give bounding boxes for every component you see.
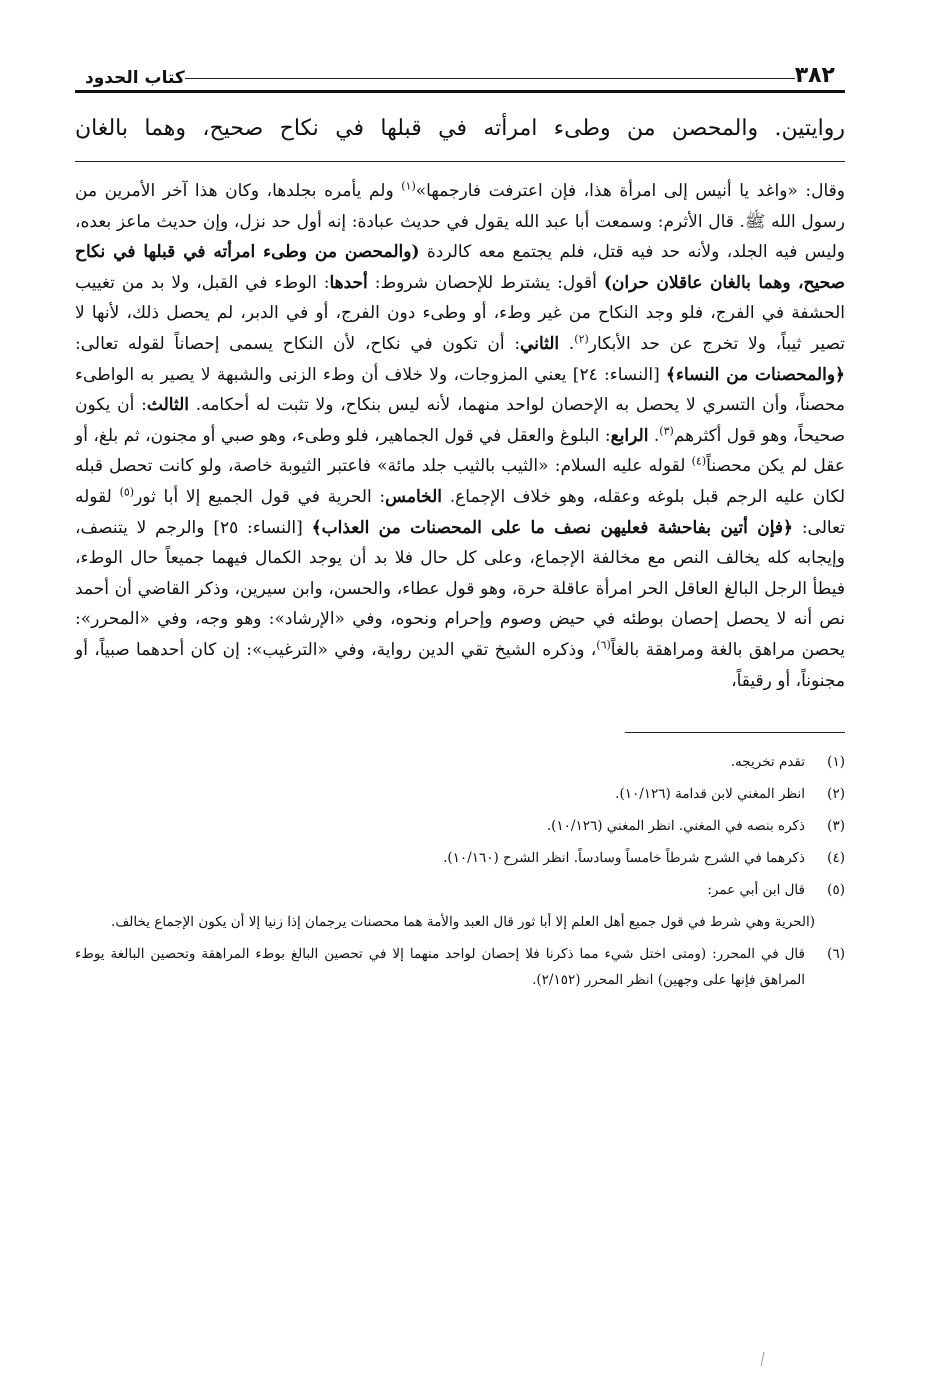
footnote-ref-6: (٦) [596, 638, 611, 652]
footnote-number: (٥) [827, 882, 845, 899]
matn-text: روايتين. والمحصن من وطىء امرأته في قبلها في نكاح صحيح، وهما بالغان [75, 116, 845, 141]
bold-run: الثالث [146, 395, 189, 416]
text-run: : البلوغ والعقل في قول الجماهير، فلو وطىء، وهو صبي أو مجنون، ثم بلغ، أو عقل لم يكن محصناً [75, 425, 845, 477]
footnote-separator [625, 732, 845, 733]
footnote [75, 941, 845, 993]
text-run: [النساء: ٢٥] والرجم لا يتنصف، وإيجابه كله يخالف النص مع مخالفة الإجماع، وعلى كل حال فلا بد أن يوجد الكمال فيهما جميعاً حال الوطء، فيطأ الرجل البالغ العاقل الحر امرأة عاقلة حرة، وهو قول عطاء، والحسن، وابن سيرين، وذكر القاضي أن أحمد نص أنه لا يحصل إحصان بوطئه في حيض وصوم وإحرام ونحوه، وفي «الإرشاد»: وهو وجه، وفي «المحرر»: يحصن مراهق بالغة ومراهقة بالغاً [75, 517, 845, 660]
footnote-ref-4: (٤) [691, 454, 707, 468]
footnote [75, 749, 845, 775]
footnote [75, 781, 845, 807]
page-number: ٣٨٢ [794, 63, 835, 88]
text-run: لقوله تعالى: [75, 486, 846, 538]
footnote-text: ذكره بنصه في المغني. انظر المغني (١٠/١٢٦). [546, 818, 805, 835]
bold-run: الرابع [610, 425, 649, 446]
bold-run: (والمحصن من وطىء امرأته في قبلها في نكاح صحيح، وهما بالغان عاقلان حران) [75, 242, 845, 293]
footnote-ref-1: (١) [401, 179, 416, 193]
quran-quote: ﴿فإن أتين بفاحشة فعليهن نصف ما على المحصنات من العذاب﴾ [311, 517, 793, 538]
footnote-ref-2: (٢) [574, 332, 589, 346]
text-run: لقوله عليه السلام: «الثيب بالثيب جلد مائة» فاعتبر الثيوبة خاصة، ولو كانت تحصل قبله لكان عليه الرجم قبل بلوغه وعقله، وهو خلاف الإجماع. [75, 456, 845, 507]
footnote-number: (٣) [827, 818, 845, 835]
bold-run: الخامس [385, 486, 443, 507]
footnote-text: ذكرهما في الشرح شرطاً خامساً وسادساً. انظر الشرح (١٠/١٦٠). [443, 850, 805, 867]
text-run: وقال: «واغد يا أنيس إلى امرأة هذا، فإن اعترفت فارجمها» [415, 181, 845, 201]
footnote-number: (٦) [827, 946, 845, 963]
footnote [75, 845, 845, 871]
footnote-quote: (الحرية وهي شرط في قول جميع أهل العلم إلا أبا ثور قال العبد والأمة هما محصنات يرجمان إذا زنيا إلا أن يكون الإجماع يخالف. [111, 914, 815, 931]
footnote-text: قال ابن أبي عمر: [707, 882, 805, 899]
quran-quote: ﴿والمحصنات من النساء﴾ [666, 364, 845, 385]
footnote-text: قال في المحرر: (ومتى اختل شيء مما ذكرنا فلا إحصان لواحد منهما إلا في تحصين البالغ بوطء المراهقة وتحصين البالغة يوطء المراهق فإنها على وجهين) انظر المحرر (٢/١٥٢). [75, 946, 805, 989]
footnote-text: تقدم تخريجه. [730, 754, 805, 771]
text-run: : الحرية في قول الجميع إلا أبا ثور [134, 486, 386, 507]
text-run: : الوطء في القبل، ولا بد من تغييب الحشفة في الفرج، فلو وجد النكاح من غير وطء، أو وطىء دون الفرج، أو في الدبر، لم يحصل ذلك، لأنها لا تصير ثيباً، ولا تخرج عن حد الأبكار [75, 272, 845, 354]
commentary-text [75, 176, 845, 696]
bold-run: الثاني [520, 333, 560, 354]
text-run: أقول: يشترط للإحصان شروط: [367, 272, 604, 293]
text-run: ولم يأمره بجلدها، وكان هذا آخر الأمرين من رسول الله ﷺ. قال الأثرم: وسمعت أبا عبد الله يقول في حديث عبادة: إنه أول حد نزل، وإن حديث ماعز بعده، وليس فيه الجلد، ولأنه حد فيه قتل، فلم يجتمع معه كالردة [75, 181, 845, 263]
text-run: : أن تكون في نكاح، لأن النكاح يسمى إحصاناً لقوله تعالى: [75, 333, 521, 354]
header-line [185, 78, 795, 79]
matn-rule [75, 161, 845, 162]
footnote-text: انظر المغني لابن قدامة (١٠/١٢٦). [615, 786, 805, 803]
bold-run: أحدها [329, 272, 368, 293]
text-run: : أن يكون صحيحاً، وهو قول أكثرهم [75, 395, 846, 446]
footnote-number: (٤) [827, 850, 845, 867]
page-header [75, 52, 845, 88]
text-run: . [648, 425, 660, 446]
footnote-ref-5: (٥) [119, 485, 135, 499]
footnote-number: (٢) [827, 786, 845, 803]
footnotes [75, 749, 845, 993]
footnote [75, 813, 845, 839]
footnote [75, 877, 845, 903]
text-run: [النساء: ٢٤] يعني المزوجات، ولا خلاف أن وطء الزنى والشبهة لا يصير به الواطىء محصناً، وأن التسري لا يحصل به الإحصان لواحد منهما، لأنه ليس بنكاح، ولا تثبت له أحكامه. [75, 364, 845, 416]
header-rule [75, 90, 845, 93]
book-page [75, 52, 845, 999]
footnote-number: (١) [827, 754, 845, 771]
book-title: كتاب الحدود [85, 68, 185, 88]
text-run: ، وذكره الشيخ تقي الدين رواية، وفي «الترغيب»: إن كان أحدهما صبياً، أو مجنوناً، أو رقيقاً، [75, 639, 845, 691]
footnote-ref-3: (٣) [659, 424, 674, 438]
scan-mark [761, 1352, 765, 1366]
text-run: . [559, 333, 575, 354]
